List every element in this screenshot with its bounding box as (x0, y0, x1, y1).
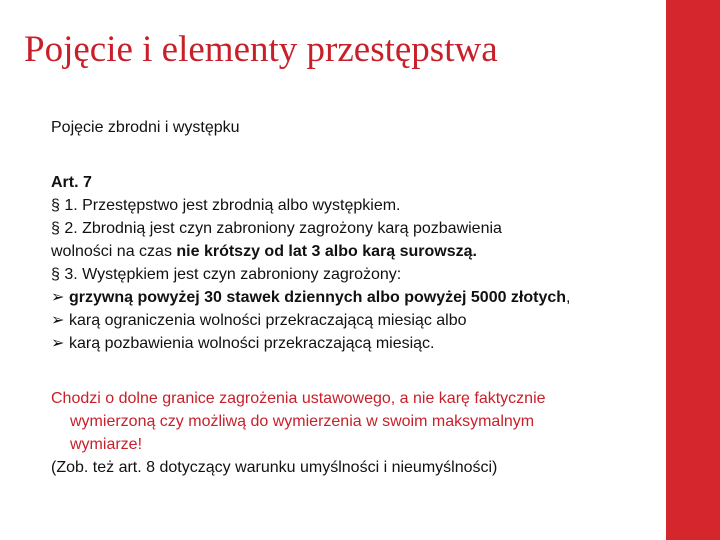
reference-text: (Zob. też art. 8 dotyczący warunku umyślności i nieumyślności) (51, 459, 498, 476)
article-number: Art. 7 (51, 174, 92, 191)
bullet-bold-text: grzywną powyżej 30 stawek dziennych albo powyżej 5000 złotych (69, 289, 567, 306)
note-text (51, 387, 651, 456)
arrow-bullet-icon: ➢ (51, 289, 65, 306)
bullet-item (51, 309, 651, 332)
slide-title: Pojęcie i elementy przestępstwa (24, 29, 498, 70)
bullet-suffix: , (566, 289, 571, 306)
paragraph-2-line-1: § 2. Zbrodnią jest czyn zabroniony zagrożony karą pozbawienia (51, 220, 502, 237)
bullet-item (51, 332, 651, 355)
note-line-3: wymiarze! (70, 436, 143, 453)
note-line-1: Chodzi o dolne granice zagrożenia ustawowego, a nie karę faktycznie (51, 390, 546, 407)
paragraph-3: § 3. Występkiem jest czyn zabroniony zagrożony: (51, 266, 402, 283)
paragraph-1: § 1. Przestępstwo jest zbrodnią albo występkiem. (51, 197, 401, 214)
bullet-item (51, 286, 651, 309)
bullet-text: karą pozbawienia wolności przekraczającą miesiąc. (69, 335, 435, 352)
paragraph-2-line-2: wolności na czas (51, 243, 177, 260)
accent-bar (666, 0, 720, 540)
paragraph-2 (51, 217, 651, 263)
article-heading (51, 171, 651, 194)
bullet-text: karą ograniczenia wolności przekraczającą miesiąc albo (69, 312, 467, 329)
arrow-bullet-icon: ➢ (51, 312, 65, 329)
section-subtitle: Pojęcie zbrodni i występku (51, 119, 240, 136)
slide-content (51, 116, 651, 479)
paragraph-2-emphasis: nie krótszy od lat 3 albo karą surowszą. (176, 243, 477, 260)
arrow-bullet-icon: ➢ (51, 335, 65, 352)
note-line-2: wymierzoną czy możliwą do wymierzenia w swoim maksymalnym (70, 413, 535, 430)
